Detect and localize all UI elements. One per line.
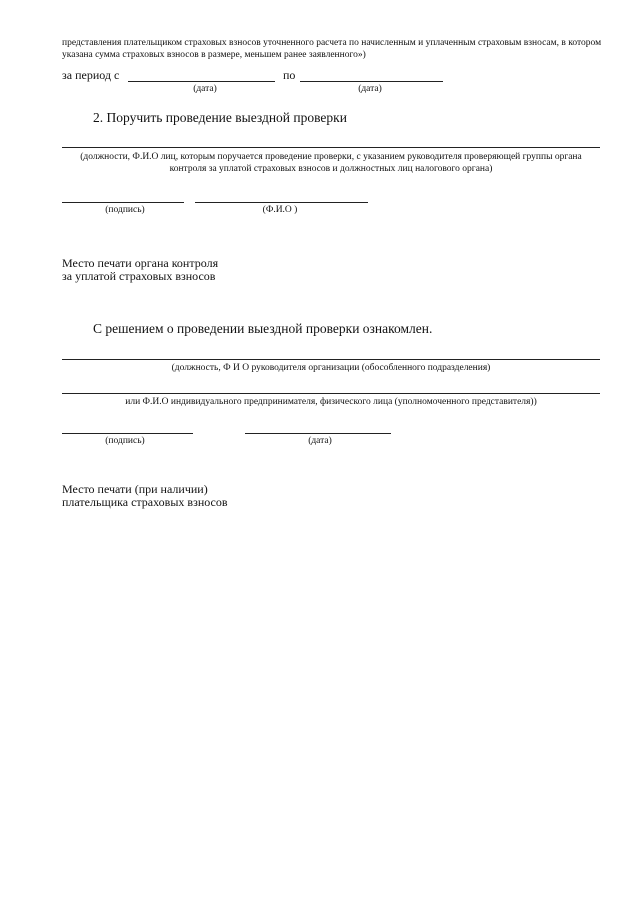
officials-caption: (должности, Ф.И.О лиц, которым поручается проведение проверки, с указанием руководителя проверяющей группы органа контроля за уплатой страховых взносов и должностных лиц налогового органа) bbox=[80, 152, 582, 174]
period-to-date-line[interactable] bbox=[300, 81, 443, 82]
intro-paragraph: представления плательщиком страховых взносов уточненного расчета по начисленным и уплаченным страховым взносам, в котором указана сумма страховых взносов в размере, меньшем ранее заявленного») bbox=[62, 38, 602, 60]
stamp1-line1: Место печати органа контроля bbox=[62, 256, 219, 270]
head-line[interactable] bbox=[62, 359, 600, 360]
sign1-name-line[interactable] bbox=[195, 202, 368, 203]
sign1-signature-caption: (подпись) bbox=[105, 205, 145, 215]
officials-line[interactable] bbox=[62, 147, 600, 148]
period-from-date-line[interactable] bbox=[128, 81, 275, 82]
section2-title: 2. Поручить проведение выездной проверки bbox=[93, 110, 347, 125]
stamp1-line2: за уплатой страховых взносов bbox=[62, 269, 216, 283]
sign1-signature-line[interactable] bbox=[62, 202, 184, 203]
period-from-label: за период с bbox=[62, 68, 120, 82]
sign2-date-line[interactable] bbox=[245, 433, 391, 434]
period-to-label: по bbox=[283, 68, 296, 82]
sign1-name-caption: (Ф.И.О ) bbox=[262, 205, 298, 215]
individual-caption: или Ф.И.О индивидуального предпринимателя, физического лица (уполномоченного представителя)) bbox=[125, 397, 537, 407]
period-from-date-caption: (дата) bbox=[193, 84, 217, 94]
head-caption: (должность, Ф И О руководителя организации (обособленного подразделения) bbox=[171, 363, 491, 373]
individual-line[interactable] bbox=[62, 393, 600, 394]
sign2-signature-caption: (подпись) bbox=[105, 436, 145, 446]
sign2-date-caption: (дата) bbox=[308, 436, 332, 446]
stamp2-line2: плательщика страховых взносов bbox=[62, 495, 228, 509]
period-to-date-caption: (дата) bbox=[358, 84, 382, 94]
acknowledged-text: С решением о проведении выездной проверки ознакомлен. bbox=[93, 321, 433, 336]
sign2-signature-line[interactable] bbox=[62, 433, 193, 434]
stamp2-line1: Место печати (при наличии) bbox=[62, 482, 208, 496]
